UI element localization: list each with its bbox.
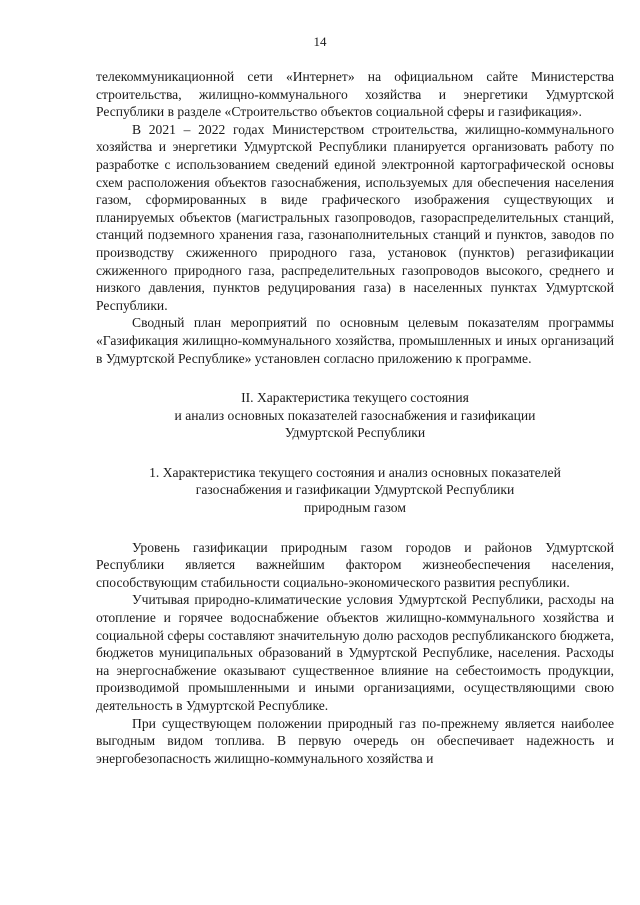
paragraph: Учитывая природно-климатические условия Удмуртской Республики, расходы на отопление и горячее водоснабжение объектов жилищно-коммунального хозяйства и социальной сферы составляют значительную долю расходов республиканского бюджета, бюджетов муниципальных образований в Удмуртской Республике, населения. Расходы на энергоснабжение оказывают существенное влияние на себестоимость продукции, производимой промышленными и иными организациями, осуществляющими свою деятельность в Удмуртской Республике. [96, 592, 614, 713]
paragraph: телекоммуникационной сети «Интернет» на официальном сайте Министерства строительства, жилищно-коммунального хозяйства и энергетики Удмуртской Республики в разделе «Строительство объектов социальной сферы и газификация». [96, 69, 614, 120]
paragraph: Сводный план мероприятий по основным целевым показателям программы «Газификация жилищно-коммунального хозяйства, промышленных и иных организаций в Удмуртской Республике» установлен согласно приложению к программе. [96, 315, 614, 366]
document-body [96, 68, 614, 767]
paragraph: Уровень газификации природным газом городов и районов Удмуртской Республики является важнейшим фактором жизнеобеспечения населения, способствующим стабильности социально-экономического развития республики. [96, 539, 614, 590]
paragraph: В 2021 – 2022 годах Министерством строительства, жилищно-коммунального хозяйства и энергетики Удмуртской Республики планируется организовать работу по разработке с использованием сведений единой электронной картографической основы схем расположения объектов газоснабжения, используемых для обеспечения населения газом, сформированных в виде графического изображения существующих и планируемых объектов (магистральных газопроводов, газораспределительных станций, станций подземного хранения газа, газонаполнительных станций и пунктов, заводов по производству сжиженного природного газа, установок (пунктов) регазификации сжиженного природного газа, распределительных газопроводов высокого, среднего и низкого давления, пунктов редуцирования газа) в населенных пунктах Удмуртской Республики. [96, 121, 614, 313]
section-heading: II. Характеристика текущего состояния и анализ основных показателей газоснабжения и газификации Удмуртской Республики [174, 390, 536, 441]
subsection-heading: 1. Характеристика текущего состояния и анализ основных показателей газоснабжения и газификации Удмуртской Республики природным газом [149, 464, 561, 516]
page-number: 14 [313, 34, 327, 49]
paragraph: При существующем положении природный газ по-прежнему является наиболее выгодным видом топлива. В первую очередь он обеспечивает надежность и энергобезопасность жилищно-коммунального хозяйства и [96, 715, 614, 766]
